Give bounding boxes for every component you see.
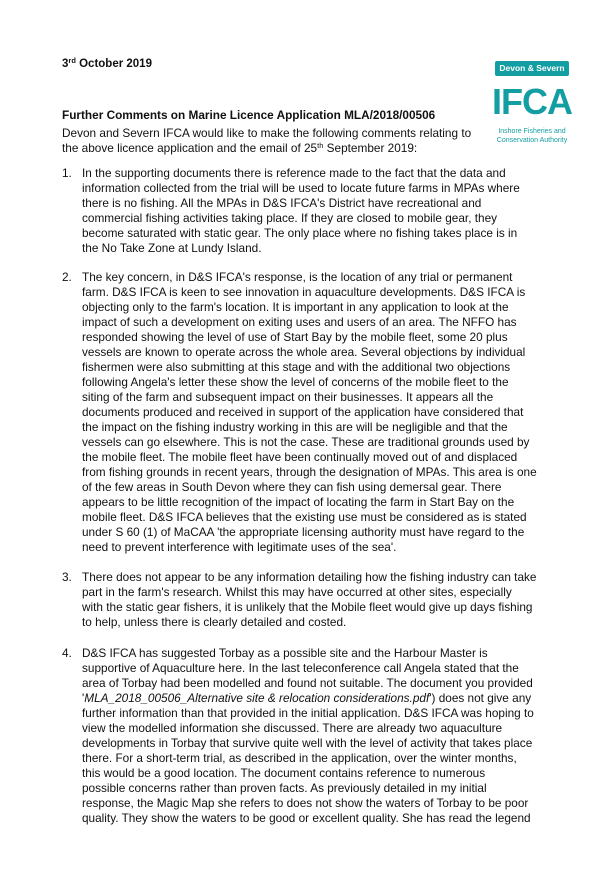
document-filename: MLA_2018_00506_Alternative site & relocation considerations.pdf [84,691,430,705]
intro-paragraph: Devon and Severn IFCA would like to make the following comments relating to the above licence application and the email of 25th September 2019: [62,126,472,155]
document-page: 3rd October 2019 Devon & Severn IFCA Inshore Fisheries and Conservation Authority Further Comments on Marine Licence Application MLA/2018/00506 Devon and Severn IFCA would like to make the following comments relating to the above licence application and the email of 25th September 2019: 1. In the supporting documents there is reference made to the fact that the data and information collected from the trial will be used to locate future farms in MPAs where there is no fishing. All the MPAs in D&S IFCA's District have recreational and commercial fishing activities taking place. If they are closed to mobile gear, they become saturated with static gear. The only place where no fishing takes place is in the No Take Zone at Lundy Island. 2. The key concern, in D&S IFCA's response, is the location of any trial or permanent farm. D&S IFCA is keen to see innovation in aquaculture developments. D&S IFCA is objecting only to the farm's location. It is important in any application to look at the impact of such a development on exiting uses and users of an area. The NFFO has responded showing the level of use of Start Bay by the mobile fleet, some 20 plus vessels are known to operate across the whole area. Several objections by individual fishermen were also submitting at this stage and with the additional two objections following Angela's letter these show the level of concerns of the mobile fleet to the siting of the farm and subsequent impact on their businesses. It appears all the documents produced and received in support of the application have considered that the impact on the fishing industry working in this are will be negligible and that the vessels can go elsewhere. This is not the case. These are traditional grounds used by the mobile fleet. The mobile fleet have been continually moved out of and displaced from fishing grounds in recent years, through the designation of MPAs. This area is one of the few areas in South Devon where they can fish using demersal gear. There appears to be little recognition of the impact of locating the farm in Start Bay on the mobile fleet. D&S IFCA believes that the existing use must be considered as is stated under S 60 (1) of MaCAA 'the appropriate licensing authority must have regard to the need to prevent interference with legitimate uses of the sea'. 3. There does not appear to be any information detailing how the fishing industry can take part in the farm's research. Whilst this may have occurred at other sites, especially with the static gear fishers, it is unlikely that the Mobile fleet would give up days fishing to help, unless there is clearly detailed and costed. 4. D&S IFCA has suggested Torbay as a possible site and the Harbour Master is supportive of Aquaculture here. In the last teleconference call Angela stated that the area of Torbay had been modelled and found not suitable. The document you provided 'MLA_2018_00506_Alternative site & relocation considerations.pdf') does not give any further information than that provided in the initial application. D&S IFCA was hoping to view the modelled information she discussed. There are already two aquaculture developments in Torbay that survive quite well with the level of activity that takes place there. For a short-term trial, as described in the application, over the winter months, this would be a good location. The document contains reference to numerous possible concerns rather than proven facts. As previously detailed in my initial response, the Magic Map she refers to does not show the waters of Torbay to be poor quality. They show the waters to be good or excellent quality. She has read the legend [62,56,572,825]
letter-date: 3rd October 2019 [62,56,152,70]
logo-top-band: Devon & Severn [495,61,569,76]
document-heading: Further Comments on Marine Licence Application MLA/2018/00506 [62,108,436,122]
logo-wordmark: IFCA [492,81,572,122]
logo-subtitle: Inshore Fisheries and Conservation Authority [496,128,568,144]
